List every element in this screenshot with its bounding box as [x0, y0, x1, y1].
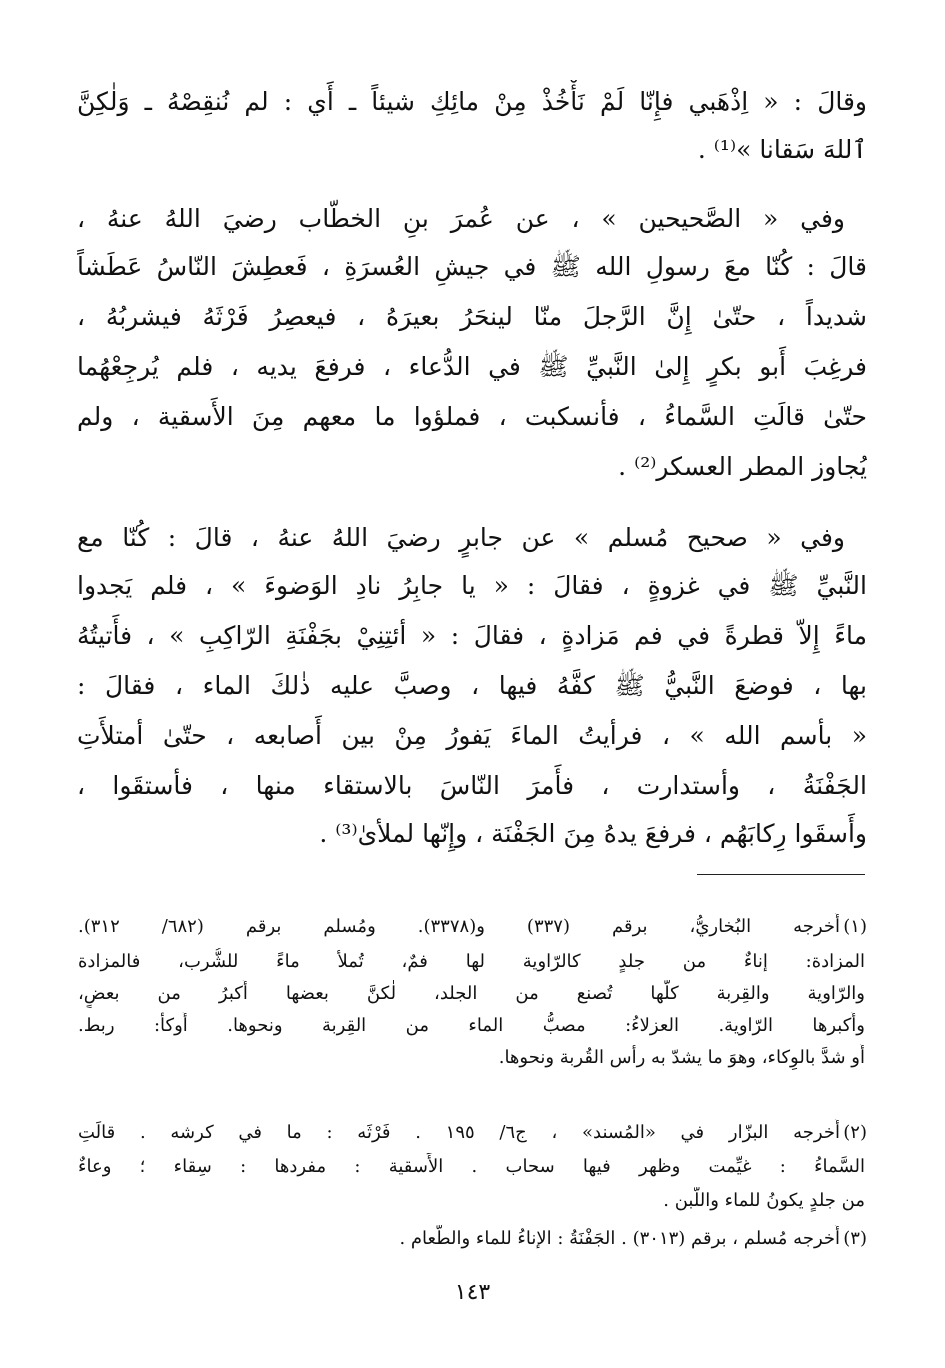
footnote-line: المزادة: إناءٌ من جلدٍ كالرّاوية لها فمٌ، تُملأ ماءً للشُّرب، فالمزادة: [78, 951, 865, 972]
text-line: النَّبيِّ ﷺ في غزوةٍ ، فقالَ : « يا جابِرُ نادِ الوَضوءَ » ، فلم يَجدوا: [77, 571, 867, 600]
footnote-line: أَو شدَّ بالوِكاء، وهوَ ما يشدّ به رأس القُربة ونحوها.: [498, 1047, 865, 1068]
page-number: ١٤٣: [454, 1280, 491, 1305]
footnote-line: من جلدٍ يكونُ للماء واللَّبن .: [663, 1190, 865, 1211]
footnote-line: والرّاوية والقِربة كلُّها تُصنع من الجلد، لٰكنَّ بعضها أَكبرُ من بعضٍ،: [78, 983, 865, 1004]
footnote-line: السَّماءُ : غيِّمت وظهر فيها سحاب . الأَسقية : مفردها : سِقاء ؛ وعاءٌ: [78, 1156, 865, 1177]
text-line: الجَفْنَةُ ، وأستدارت ، فأَمرَ النّاسَ بالاستقاء منها ، فأستقَوا ،: [77, 771, 867, 800]
text-line: وفي « الصَّحيحين » ، عن عُمرَ بنِ الخطّاب رضيَ اللهُ عنهُ ،: [77, 204, 845, 233]
text-line: « بأسم الله » ، فرأيتُ الماءَ يَفورُ مِنْ بين أَصابعه ، حتّىٰ أمتلأَتِ: [77, 721, 867, 750]
text-line: وأَسقَوا رِكابَهُم ، فرفعَ يدهُ مِنَ الجَفْنَة ، وإِنّها لملأىٰ⁽³⁾ .: [319, 819, 867, 848]
text-line: قالَ : كُنّا معَ رسولِ الله ﷺ في جيشِ العُسرَةِ ، فَعطِشَ النّاسُ عَطَشاً: [77, 252, 867, 281]
text-line: يُجاوز المطر العسكر⁽²⁾ .: [618, 452, 867, 481]
footnote-line: أَخرجه البُخاريُّ، برقم (٣٣٧) و(٣٣٧٨). ومُسلم برقم (٦٨٢/ ٣١٢).: [78, 916, 840, 937]
text-line: شديداً ، حتّىٰ إِنَّ الرَّجلَ منّا لينحَرُ بعيرَهُ ، فيعصِرُ فَرْثَهُ فيشربُهُ ،: [77, 302, 867, 331]
footnote-number: (٢): [843, 1122, 867, 1143]
footnote-line: وأَكبرها الرّاوية. العزلاءُ: مصبُّ الماء من القِربة ونحوها. أَوكأ: ربط.: [78, 1015, 865, 1036]
footnote-number: (٣): [843, 1228, 867, 1249]
footnote-line: أَخرجه مُسلم ، برقم (٣٠١٣) . الجَفْنَةُ : الإناءُ للماء والطَّعام .: [399, 1228, 840, 1249]
footnote-line: أَخرجه البزّار في «المُسند» ، ج٦/ ١٩٥ . فَرْثَه : ما في كرشه . قالَتِ: [78, 1122, 840, 1143]
text-line: وفي « صحيح مُسلم » عن جابرٍ رضيَ اللهُ عنهُ ، قالَ : كُنّا مع: [77, 523, 845, 552]
text-line: فرغِبَ أَبو بكرٍ إِلىٰ النَّبيِّ ﷺ في الدُّعاء ، فرفعَ يديه ، فلم يُرجِعْهُما: [77, 352, 867, 381]
text-line: ٱللهَ سَقانا »⁽¹⁾ .: [697, 135, 867, 164]
text-line: حتّىٰ قالَتِ السَّماءُ ، فأنسكبت ، فملؤوا ما معهم مِنَ الأَسقية ، ولم: [77, 402, 867, 431]
text-line: بها ، فوضعَ النَّبيُّ ﷺ كفَّهُ فيها ، وصبَّ عليه ذٰلكَ الماء ، فقالَ :: [77, 671, 867, 700]
text-line: ماءً إِلاّ قطرةً في فم مَزادةٍ ، فقالَ : « أئتِنِيْ بجَفْنَةِ الرّاكِبِ » ، فأَتيتُهُ: [77, 621, 867, 650]
text-line: وقالَ : « اِذْهَبي فإِنّا لَمْ نَأْخُذْ مِنْ مائِكِ شيئاً ـ أَي : لم نُنقِصْهُ ـ وَلٰكِنَّ: [77, 87, 867, 116]
footnote-separator: [697, 874, 865, 875]
footnote-number: (١): [843, 916, 867, 937]
